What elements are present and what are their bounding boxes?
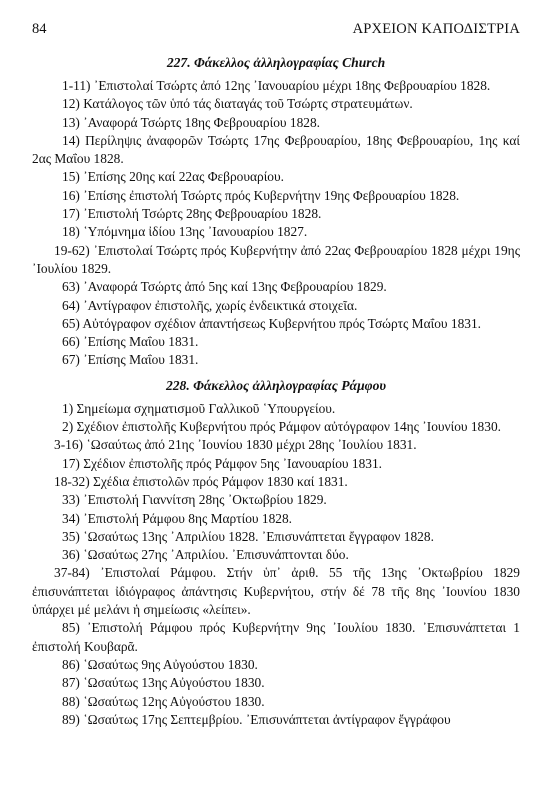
list-item: 63) ᾿Αναφορά Τσώρτς ἀπό 5ης καί 13ης Φεβρουαρίου 1829. — [62, 279, 387, 295]
section-title-228: 228. Φάκελλος ἀλληλογραφίας Ράμφου — [165, 377, 387, 393]
list-item: 36) ῾Ωσαύτως 27ης ᾿Απριλίου. ᾿Επισυνάπτονται δύο. — [62, 547, 349, 563]
section-title-227: 227. Φάκελλος ἀλληλογραφίας Church — [166, 55, 386, 70]
list-item: 2) Σχέδιον ἐπιστολῆς Κυβερνήτου πρός Ράμφον αὐτόγραφον 14ης ᾿Ιουνίου 1830. — [62, 419, 501, 435]
list-item: 12) Κατάλογος τῶν ὑπό τάς διαταγάς τοῦ Τσώρτς στρατευμάτων. — [62, 96, 413, 112]
list-item: 66) ᾿Επίσης Μαΐου 1831. — [62, 334, 199, 350]
list-item: 64) ᾿Αντίγραφον ἐπιστολῆς, χωρίς ἐνδεικτικά στοιχεῖα. — [62, 297, 358, 313]
list-item: 1) Σημείωμα σχηματισμοῦ Γαλλικοῦ ῾Υπουργείου. — [62, 400, 336, 416]
list-item: 19-62) ᾿Επιστολαί Τσώρτς πρός Κυβερνήτην ἀπό 22ας Φεβρουαρίου 1828 μέχρι 19ης ᾿Ιουλίου 1829. — [32, 242, 520, 276]
list-item: 16) ᾿Επίσης ἐπιστολή Τσώρτς πρός Κυβερνήτην 19ης Φεβρουαρίου 1828. — [62, 187, 460, 203]
list-item: 1-11) ᾿Επιστολαί Τσώρτς ἀπό 12ης ᾿Ιανουαρίου μέχρι 18ης Φεβρουαρίου 1828. — [62, 78, 491, 93]
list-item: 87) ῾Ωσαύτως 13ης Αὐγούστου 1830. — [62, 675, 265, 691]
list-item: 34) ᾿Επιστολή Ράμφου 8ης Μαρτίου 1828. — [62, 510, 293, 526]
page-header — [32, 21, 520, 41]
page-content — [32, 53, 520, 729]
list-item: 18) ῾Υπόμνημα ἰδίου 13ης ᾿Ιανουαρίου 1827. — [62, 224, 308, 240]
list-item: 33) ᾿Επιστολή Γιαννίτση 28ης ᾿Οκτωβρίου 1829. — [62, 492, 327, 508]
running-title: ΑΡΧΕΙΟΝ ΚΑΠΟΔΙΣΤΡΙΑ — [352, 21, 520, 37]
list-item: 88) ῾Ωσαύτως 12ης Αὐγούστου 1830. — [62, 693, 265, 709]
list-item: 35) ῾Ωσαύτως 13ης ᾿Απριλίου 1828. ᾿Επισυνάπτεται ἔγγραφον 1828. — [62, 528, 434, 544]
list-item: 18-32) Σχέδια ἐπιστολῶν πρός Ράμφον 1830 καί 1831. — [54, 473, 348, 489]
list-item: 13) ᾿Αναφορά Τσώρτς 18ης Φεβρουαρίου 1828. — [62, 114, 321, 130]
list-item: 67) ᾿Επίσης Μαΐου 1831. — [62, 352, 199, 368]
list-item: 65) Αὐτόγραφον σχέδιον ἀπαντήσεως Κυβερνήτου πρός Τσώρτς Μαΐου 1831. — [62, 315, 482, 331]
list-item: 15) ᾿Επίσης 20ης καί 22ας Φεβρουαρίου. — [62, 169, 284, 185]
list-item: 17) Σχέδιον ἐπιστολῆς πρός Ράμφον 5ης ᾿Ιανουαρίου 1831. — [62, 455, 383, 471]
list-item: 85) ᾿Επιστολή Ράμφου πρός Κυβερνήτην 9ης ᾿Ιουλίου 1830. ᾿Επισυνάπτεται 1 ἐπιστολή Κουβαρᾶ. — [32, 620, 520, 654]
list-item: 89) ῾Ωσαύτως 17ης Σεπτεμβρίου. ᾿Επισυνάπτεται ἀντίγραφον ἔγγράφου — [62, 711, 451, 727]
list-item: 86) ῾Ωσαύτως 9ης Αὐγούστου 1830. — [62, 656, 258, 672]
page-number: 84 — [32, 21, 47, 37]
list-item: 37-84) ᾿Επιστολαί Ράμφου. Στήν ὑπ᾿ ἀριθ. 55 τῆς 13ης ᾿Οκτωβρίου 1829 ἐπισυνάπτεται ἰδιόγραφος ἀπάντησις Κυβερνήτου, στήν δέ 78 τῆς 8ης ᾿Ιουνίου 1830 ὑπάρχει μέ μελάνι ἡ σημείωσις «λείπει». — [32, 565, 520, 618]
list-item: 17) ᾿Επιστολή Τσώρτς 28ης Φεβρουαρίου 1828. — [62, 206, 322, 222]
list-item: 3-16) ῾Ωσαύτως ἀπό 21ης ᾿Ιουνίου 1830 μέχρι 28ης ᾿Ιουλίου 1831. — [54, 437, 417, 453]
list-item: 14) Περίληψις ἀναφορῶν Τσώρτς 17ης Φεβρουαρίου, 18ης Φεβρουαρίου, 1ης καί 2ας Μαΐου 1828. — [32, 132, 520, 167]
